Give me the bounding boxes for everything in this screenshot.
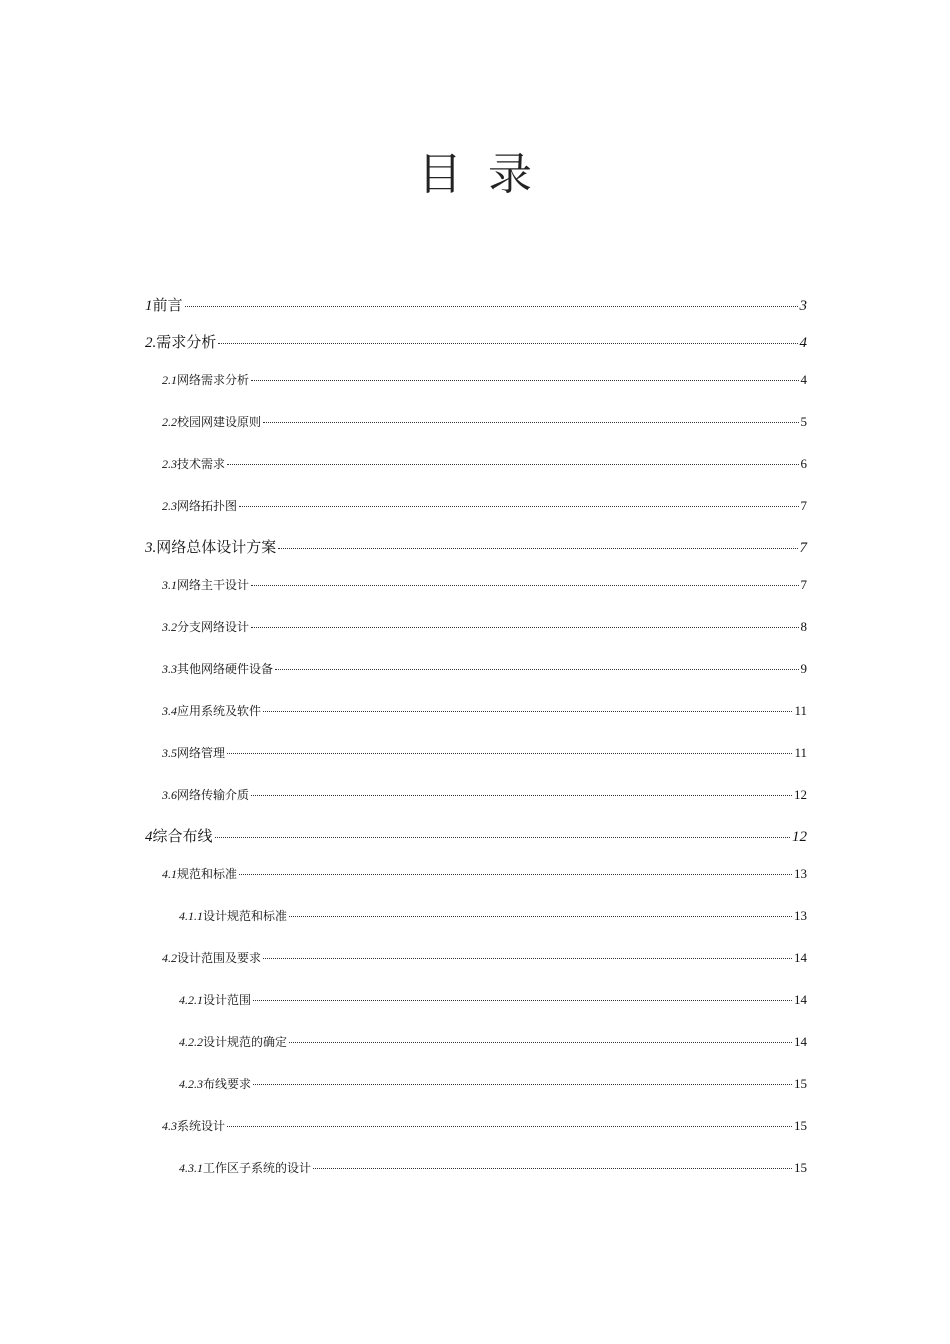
toc-entry-title: 网络管理 [177, 746, 226, 760]
toc-entry-page: 12 [792, 829, 807, 845]
toc-entry-page: 14 [794, 950, 807, 965]
toc-entry-2-2[interactable] [162, 413, 807, 430]
toc-entry-page: 7 [800, 498, 807, 513]
toc-entry-page: 6 [800, 456, 807, 471]
toc-entry-3-3[interactable] [162, 660, 807, 677]
dot-leader [227, 1126, 792, 1127]
toc-entry-title: 设计范围及要求 [177, 951, 262, 965]
dot-leader [239, 506, 798, 507]
toc-entry-title: 分支网络设计 [177, 620, 250, 634]
toc-entry-3-6[interactable] [162, 786, 807, 803]
toc-entry-number: 2.1 [162, 373, 177, 387]
toc-entry-number: 4.1 [162, 867, 177, 881]
toc-entry-title: 设计范围 [203, 993, 252, 1007]
toc-entry-4-3[interactable] [162, 1117, 807, 1134]
dot-leader [289, 916, 792, 917]
toc-entry-title: 需求分析 [156, 333, 217, 351]
dot-leader [215, 837, 790, 838]
toc-entry-page: 13 [794, 908, 807, 923]
toc-entry-title: 系统设计 [177, 1119, 226, 1133]
toc-entry-1[interactable] [145, 294, 807, 315]
toc-entry-number: 4.3 [162, 1119, 177, 1133]
dot-leader [289, 1042, 792, 1043]
toc-entry-title: 校园网建设原则 [177, 415, 262, 429]
toc-entry-page: 15 [794, 1076, 807, 1091]
dot-leader [251, 627, 798, 628]
toc-entry-4-1-1[interactable] [179, 907, 807, 924]
toc-entry-page: 4 [800, 372, 807, 387]
dot-leader [227, 464, 798, 465]
toc-entry-title: 应用系统及软件 [177, 704, 262, 718]
toc-entry-title: 工作区子系统的设计 [203, 1161, 312, 1175]
toc-entry-title: 综合布线 [152, 827, 213, 845]
dot-leader [251, 795, 792, 796]
toc-entry-title: 其他网络硬件设备 [177, 662, 274, 676]
toc-entry-4[interactable] [145, 825, 807, 846]
toc-entry-number: 1 [145, 298, 153, 314]
toc-entry-4-2-1[interactable] [179, 991, 807, 1008]
toc-entry-number: 3.6 [162, 788, 177, 802]
toc-entry-title: 网络主干设计 [177, 578, 250, 592]
toc-entry-title: 网络拓扑图 [177, 499, 238, 513]
toc-entry-page: 7 [799, 540, 807, 556]
toc-entry-title: 网络需求分析 [177, 373, 250, 387]
toc-entry-2[interactable] [145, 331, 807, 352]
toc-entry-page: 15 [794, 1160, 807, 1175]
toc-entry-4-3-1[interactable] [179, 1159, 807, 1176]
toc-entry-page: 4 [799, 335, 807, 351]
toc-entry-page: 11 [794, 745, 807, 760]
dot-leader [239, 874, 792, 875]
toc-entry-number: 4.2 [162, 951, 177, 965]
toc-entry-title: 设计规范的确定 [203, 1035, 288, 1049]
toc-entry-page: 15 [794, 1118, 807, 1133]
toc-entry-page: 5 [800, 414, 807, 429]
toc-entry-number: 3. [145, 540, 157, 556]
toc-entry-number: 3.3 [162, 662, 177, 676]
toc-entry-number: 4.3.1 [179, 1161, 203, 1175]
toc-entry-page: 13 [794, 866, 807, 881]
toc-entry-page: 11 [794, 703, 807, 718]
toc-entry-3-5[interactable] [162, 744, 807, 761]
toc-entry-title: 前言 [152, 296, 183, 314]
toc-entry-4-2[interactable] [162, 949, 807, 966]
toc-entry-number: 2.3 [162, 499, 177, 513]
toc-entry-2-1[interactable] [162, 371, 807, 388]
toc-entry-number: 4.2.3 [179, 1077, 203, 1091]
dot-leader [251, 585, 798, 586]
dot-leader [185, 306, 798, 307]
dot-leader [251, 380, 798, 381]
toc-entry-title: 布线要求 [203, 1077, 252, 1091]
toc-entry-3-2[interactable] [162, 618, 807, 635]
dot-leader [227, 753, 792, 754]
toc-entry-page: 14 [794, 992, 807, 1007]
toc-entry-2-3-topology[interactable] [162, 497, 807, 514]
dot-leader [275, 669, 798, 670]
toc-entry-title: 规范和标准 [177, 867, 238, 881]
toc-entry-3-1[interactable] [162, 576, 807, 593]
dot-leader [263, 958, 792, 959]
page-title: 目录 [418, 149, 558, 200]
dot-leader [218, 343, 797, 344]
toc-entry-number: 4.1.1 [179, 909, 203, 923]
dot-leader [263, 422, 798, 423]
toc-entry-number: 4.2.1 [179, 993, 203, 1007]
dot-leader [278, 548, 797, 549]
toc-entry-title: 网络总体设计方案 [156, 538, 277, 556]
toc-entry-number: 2.2 [162, 415, 177, 429]
toc-entry-page: 8 [800, 619, 807, 634]
toc-entry-4-2-3[interactable] [179, 1075, 807, 1092]
dot-leader [313, 1168, 792, 1169]
dot-leader [253, 1000, 792, 1001]
toc-entry-2-3[interactable] [162, 455, 807, 472]
toc-entry-page: 14 [794, 1034, 807, 1049]
toc-entry-number: 2.3 [162, 457, 177, 471]
toc-entry-page: 12 [794, 787, 807, 802]
toc-entry-number: 3.1 [162, 578, 177, 592]
toc-entry-page: 7 [800, 577, 807, 592]
toc-entry-number: 3.2 [162, 620, 177, 634]
toc-entry-page: 9 [800, 661, 807, 676]
toc-entry-number: 2. [145, 335, 157, 351]
toc-entry-page: 3 [799, 298, 807, 314]
toc-entry-3-4[interactable] [162, 702, 807, 719]
toc-entry-4-1[interactable] [162, 865, 807, 882]
toc-entry-number: 4.2.2 [179, 1035, 203, 1049]
toc-entry-number: 3.5 [162, 746, 177, 760]
toc-entry-4-2-2[interactable] [179, 1033, 807, 1050]
toc-entry-number: 3.4 [162, 704, 177, 718]
toc-entry-title: 技术需求 [177, 457, 226, 471]
toc-entry-number: 4 [145, 829, 153, 845]
toc-entry-3[interactable] [145, 536, 807, 557]
toc-entry-title: 网络传输介质 [177, 788, 250, 802]
toc-entry-title: 设计规范和标准 [203, 909, 288, 923]
dot-leader [253, 1084, 792, 1085]
dot-leader [263, 711, 792, 712]
